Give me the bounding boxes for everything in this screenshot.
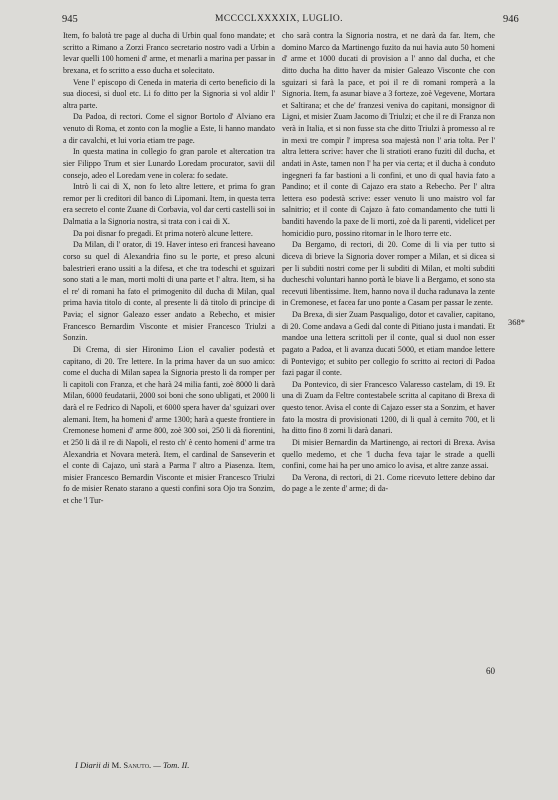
right-text-column bbox=[282, 30, 495, 495]
paragraph: cho sarà contra la Signoria nostra, et ne darà da far. Item, che domino Marco da Martinengo fuzito da nui havia auto 50 homeni d' arme et 1000 ducati di provision a l' anno dal ducha, et che ditto ducha ha ditto haver da misier Galeazo Visconte che con sguizari si farà la pace, et poi il re di romani romperà a la Signoria. Item, fa asunar biave a 3 forteze, zoè Vegevene, Mortara et Saltirana; et che de' franzesi veniva do capitani, monsignor di Ligni, et misier Zuam Jacomo di Triulzi; et che il re di Franza non verà in Italia, et si non fusse sta che ditto Triulzi à promesso al re in mexi tre compir l' impresa soa majestà non l' aria tolta. Per l' altra lettera scrive: haver che li stratioti erano fuziti dil ducha, et andati in Aste, tamen non l' ha per via certa; et il ducha à conduto ingegneri fa far bastioni a li confini, et uno di qual havia fato a Pandino; et il conte di Cajazo era stato a Rebecho. Per l' altra lettera eso podestà scrive: esser venuto li uno maistro vol far salnitrio; et il conte di Cajazo à fato comandamento che tutti li banditi havendo la paxe de li morti, zoè da li parenti, videlicet per homicidio puro, possino ritornar in le lhoro terre etc. bbox=[282, 31, 495, 238]
running-title: MCCCCLXXXXIX, LUGLIO. bbox=[215, 14, 343, 24]
paragraph: Da Milan, di l' orator, di 19. Haver inteso eri francesi haveano corso su quel di Alexandria fino su le porte, et preso alcuni balestrieri erano ussiti a la difesa, et che tra todeschi et sguizari sono stati a le man, morti molti di una parte et l' altra. Item, si ha el re' di romani ha fato el primogenito dil ducha di Milan, qual prima havia titolo di conte, al presente li dà titolo di principe di Pavia; el signor Galeazo esser andato a Rebecho, et misier Francesco Bernardim Visconte et misier Francesco Triulzi a Sonzin. bbox=[63, 240, 275, 343]
paragraph: Da Padoa, di rectori. Come el signor Bortolo d' Alviano era venuto di Roma, et zonto con la moglie a Este, li hanno mandato a dir cavalchi, et lui voria etiam tre page. bbox=[63, 112, 275, 145]
paragraph: In questa matina in collegio fo gran parole et altercation tra sier Filippo Trum et sier Lunardo Loredam procurator, savii dil consejo, adeo el Loredam vene in colera: fo sedate. bbox=[63, 147, 275, 180]
footer-suffix: — Tom. II. bbox=[153, 760, 190, 770]
paragraph: Da Verona, di rectori, di 21. Come ricevuto lettere debino dar do page a le zente d' arme; di da- bbox=[282, 472, 495, 494]
paragraph: Da Brexa, di sier Zuam Pasqualigo, dotor et cavalier, capitano, di 20. Come andava a Gedi dal conte di Pitiano justa i mandati. Et mandoe una lettera scrittoli per il conte, qual si duol non esser pagato a Padoa, et li avanza ducati 5000, et etiam mandoe lettere di Pontevigo; et subito per collegio fo scritto ai rectori di Padoa fazi pagar il conte. bbox=[282, 310, 495, 378]
paragraph: Da Pontevico, di sier Francesco Valaresso castelam, di 19. Et una di Zuam da Feltre contestabele scritta al capitano di Brexa di questo tenor. Avisa el conte di Cajazo esser sta a Sonzim, et haver fato la mostra di provisionati 1200, di li qual à cernito 700, et li ha ditto fino 8 zorni li darà danari. bbox=[282, 379, 495, 436]
paragraph: Vene l' episcopo di Ceneda in materia di certo beneficio di la sua diocesi, si duol etc. Li fo ditto per la Signoria si vol aldir l' altra parte. bbox=[63, 77, 275, 110]
footer-author: M. Sanuto. bbox=[111, 760, 152, 770]
paragraph: Di Crema, di sier Hironimo Lion el cavalier podestà et capitano, di 20. Tre lettere. In la prima haver da un suo amico: come el ducha di Milan sapea la Signoria presto li da romper per li capitoli con Franza, et che harà 24 milia fanti, zoè 8000 li darà Milan, 6000 feudatarii, 2000 soi boni che sono ubligati, et 2000 li darà el re Fedrico di Napoli, et 6000 spera haver da' sguizari over alemani. Item, ha homeni d' arme 1300; harà a queste frontiere in Cremonese homeni d' arme 800, zoè 300 soi, 250 li dà fiorentini, et 250 li dà il re di Napoli, el resto ch' è cento homeni d' arme tra Alexandria et Novara meterà. Item, el cardinal de Sanseverin et el conte di Cajazo, unì starà a Parma l' altro a Piasenza. Item, misier Francesco Bernardin Visconte et misier Francesco Triulzi fo de misier Renato starano a questi confini sora Ojo tra Sonzim, et che 'l Tur- bbox=[63, 344, 275, 505]
paragraph: Di misier Bernardin da Martinengo, ai rectori di Brexa. Avisa quello medemo, et che 'l ducha feva tajar le strade a quelli confini, come hai ha per uno amico lo avisa, et altre zanze assai. bbox=[282, 437, 495, 471]
left-text-column bbox=[63, 30, 275, 507]
footer-prefix: I Diarii di bbox=[75, 760, 110, 770]
paragraph: Intrò li cai di X, non fo leto altre lettere, et prima fo gran remor per li creditori dil banco di Lipomani. Item, in questa terra era secreto el conte Zuane di Corbavia, vol dar certi castelli soi in Dalmatia a la Signoria nostra, si trata con i cai di X. bbox=[63, 182, 275, 226]
paragraph: Da Bergamo, di rectori, di 20. Come di li via per tutto si diceva di brieve la Signoria dover romper a Milan, et si dicea si per li subditi nostri come per li subditi di Milan, et molti subditi ducheschi voluntari hanno portà le biave li a Bergamo, et sono sta recevuti libentissime. Item, hanno nova il ducha radunava la zente in Cremonese, et facea far uno ponte a Casam per passar le zente. bbox=[282, 240, 495, 308]
margin-note: 368* bbox=[508, 317, 525, 327]
paragraph: Da poi disnar fo pregadi. Et prima noterò alcune lettere. bbox=[73, 228, 253, 238]
signature-mark: 60 bbox=[486, 666, 495, 676]
page-footer bbox=[75, 760, 189, 770]
page-number-right: 946 bbox=[503, 14, 519, 25]
page-number-left: 945 bbox=[62, 14, 78, 25]
paragraph: Item, fo balotà tre page al ducha di Urbin qual fono mandate; et scritto a Rimano a Zorzi Franco secretario nostro vadi a Urbin a levar quelli 100 homeni d' arme, et menarli a marina per passar in brexana, et fo scritto a esso ducha et solecitato. bbox=[63, 31, 275, 75]
